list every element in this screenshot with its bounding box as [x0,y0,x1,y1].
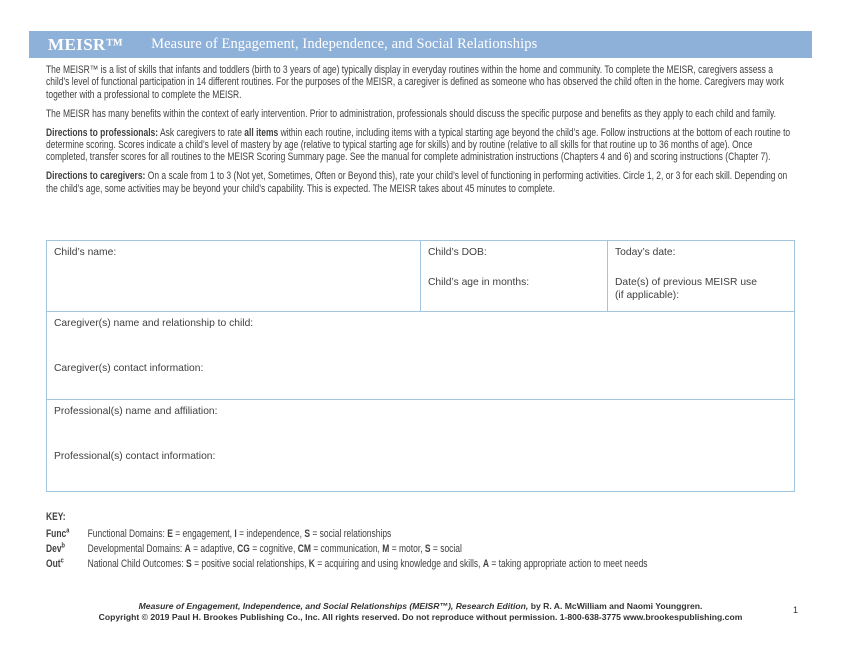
footer-copyright: Copyright © 2019 Paul H. Brookes Publishing Co., Inc. All rights reserved. Do not reproduce without permission. 1-800-638-3775 www.brookespublishing.com [98,611,743,622]
key-row-developmental-domains [46,542,795,557]
directions-caregivers-paragraph: Directions to caregivers: On a scale from 1 to 3 (Not yet, Sometimes, Often or Beyond this), rate your child’s level of functioning in performing activities. Circle 1, 2, or 3 for each skill. Depending on the child’s age, some activities may be beyond your child’s capability. This is expected. The MEISR takes about 45 minutes to complete. [46,170,788,195]
key-row-national-child-outcomes [46,557,795,572]
title-bar [29,31,812,58]
page-footer [46,601,795,622]
caregiver-contact-label: Caregiver(s) contact information: [54,363,204,374]
intro-section [46,64,795,202]
child-name-field[interactable] [47,241,421,311]
child-age-label: Child’s age in months: [428,277,530,288]
form-subtitle: Measure of Engagement, Independence, and Social Relationships [151,36,538,52]
intro-paragraph-2: The MEISR has many benefits within the context of early intervention. Prior to administration, professionals should discuss the specific purpose and benefits as they apply to each child and family. [46,107,777,120]
professional-name-label: Professional(s) name and affiliation: [54,406,218,417]
key-desc-func: Functional Domains: E = engagement, I = independence, S = social relationships [87,528,392,540]
professional-info-field[interactable] [47,400,794,491]
key-desc-out: National Child Outcomes: S = positive social relationships, K = acquiring and using knowledge and skills, A = taking appropriate action to meet needs [87,558,648,570]
key-term-out: Out$^c$ [46,557,64,570]
caregiver-info-field[interactable] [47,312,794,400]
footer-citation: Measure of Engagement, Independence, and Social Relationships (MEISR™), Research Edition, by R. A. McWilliam and Naomi Younggren. [138,601,703,611]
child-dob-field[interactable] [421,241,608,311]
child-dob-label: Child’s DOB: [428,247,487,258]
key-row-functional-domains [46,527,795,542]
directions-professionals-paragraph: Directions to professionals: Ask caregivers to rate all items within each routine, including items with a typical starting age beyond the child’s age. Follow instructions at the bottom of each routine to determine scoring. Scores indicate a child’s level of mastery by age (relative to typical starting age for skills) and by routine (relative to all skills for that routine up to 36 months of age). Once completed, transfer scores for all routines to the MEISR Scoring Summary page. See the manual for complete administration instructions (Chapters 4 and 6) and scoring instructions (Chapter 7). [46,126,791,164]
key-heading: KEY: [46,511,66,523]
professional-contact-label: Professional(s) contact information: [54,451,216,462]
child-name-label: Child’s name: [54,247,117,258]
today-date-label: Today’s date: [615,247,676,258]
caregiver-name-label: Caregiver(s) name and relationship to child: [54,318,254,329]
key-term-dev: Dev$^b$ [46,542,65,555]
key-section [46,510,795,572]
child-info-row [47,241,794,312]
previous-meisr-use-label: Date(s) of previous MEISR use (if applicable): [615,277,757,301]
today-date-field[interactable] [608,241,794,311]
page-number: 1 [792,605,798,615]
key-desc-dev: Developmental Domains: A = adaptive, CG = cognitive, CM = communication, M = motor, S = social [87,543,462,555]
child-info-table [46,240,795,492]
intro-paragraph-1: The MEISR™ is a list of skills that infants and toddlers (birth to 3 years of age) typically display in everyday routines within the home and community. To complete the MEISR, caregivers assess a child’s level of functional participation in 14 different routines. For the purposes of the MEISR, a caregiver is defined as someone who has observed the child often in the home. Caregivers may work together with a professional to complete the MEISR. [46,64,784,101]
form-title: MEISR™ [48,34,124,54]
key-term-func: Func$^a$ [46,527,70,540]
